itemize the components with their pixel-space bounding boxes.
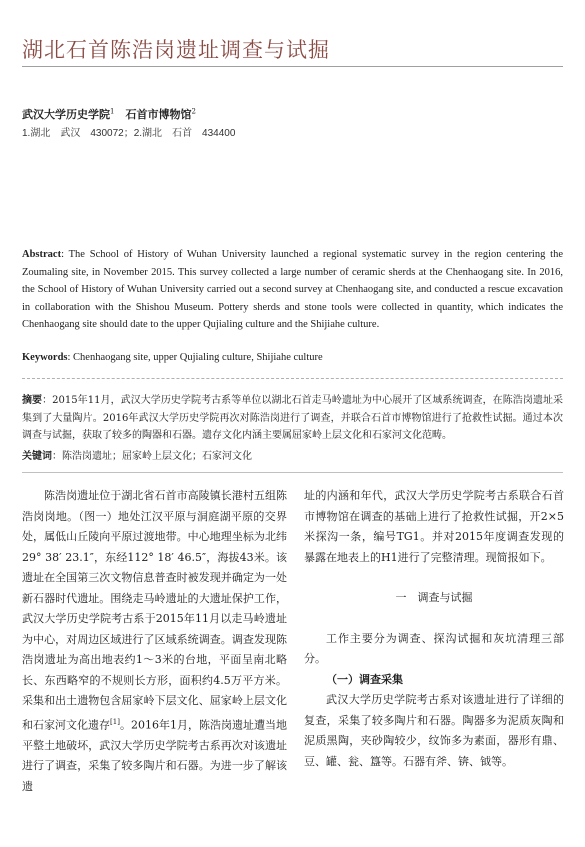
- author-2-sup: 2: [191, 107, 196, 116]
- affiliation: 1.湖北 武汉 430072；2.湖北 石首 434400: [22, 128, 236, 139]
- section-heading: 一 调查与试掘: [395, 591, 473, 604]
- cn-abstract-text: ：2015年11月，武汉大学历史学院考古系等单位以湖北石首走马岭遗址为中心展开了区域系统调查，在陈浩岗遗址采集到了大量陶片。2016年武汉大学历史学院再次对陈浩岗进行了调查，并联合石首市博物馆进行了抢救性试掘。通过本次调查与试掘，获取了较多的陶器和石器。遗存文化内涵主要属屈家岭上层文化和石家河文化范畴。: [22, 395, 564, 441]
- reference-marker[interactable]: [1]: [110, 717, 120, 726]
- authors-line: [22, 106, 196, 122]
- cn-keywords-label: 关键词: [22, 451, 52, 462]
- body-text: 陈浩岗遗址位于湖北省石首市高陵镇长港村五组陈浩岗岗地。（图一）地处江汉平原与洞庭湖平原的交界处，属低山丘陵向平原过渡地带。中心地理坐标为北纬29° 38′ 23.1″，东经112° 18′ 46.5″，海拔43米。该遗址在全国第三次文物信息普查时被发现并确定为一处新石器时代遗址。围绕走马岭遗址的大遗址保护工作，武汉大学历史学院考古系于2015年11月以走马岭遗址为中心，对周边区域进行了区域系统调查。调查发现陈浩岗遗址为高出地表约1～3米的台地，平面呈南北略长、东西略窄的不规则长方形，面积约4.5万平方米。采集和出土遗物包含屈家岭下层文化、屈家岭上层文化和石家河文化遗存: [22, 489, 287, 732]
- abstract-divider: [22, 378, 563, 379]
- body-left-column: [22, 486, 287, 797]
- body-divider: [22, 472, 563, 473]
- author-2: 石首市博物馆: [125, 108, 192, 121]
- body-paragraph: [22, 486, 287, 797]
- abstract-label: Abstract: [22, 249, 62, 260]
- subsection-heading: （一）调查采集: [326, 672, 403, 686]
- author-1-sup: 1: [110, 107, 115, 116]
- abstract-text: : The School of History of Wuhan University launched a regional systematic survey in the region centering the Zoumaling site, in November 2015. This survey collected a large number of ceramic sherds at the Chenhaogang site. In 2016, the School of History of Wuhan University carried out a second survey at Chenhaogang site, and conducted a rescue excavation in collaboration with the Shishou Museum. Pottery sherds and stone tools were collected in quantity, which indicates the Chenhaogang site should date to the upper Qujialing culture and the Shijiahe culture.: [22, 249, 563, 330]
- cn-keywords-text: ：陈浩岗遗址；屈家岭上层文化；石家河文化: [52, 451, 252, 462]
- chinese-abstract: [22, 392, 563, 445]
- english-keywords: [22, 352, 563, 363]
- article-title: 湖北石首陈浩岗遗址调查与试掘: [22, 38, 330, 62]
- title-divider: [22, 66, 563, 67]
- keywords-label: Keywords: [22, 352, 68, 363]
- english-abstract: [22, 246, 563, 334]
- body-text: 。2016年1月，陈浩岗遗址遭当地平整土地破坏，武汉大学历史学院考古系再次对该遗址进行了调查，采集了较多陶片和石器。为进一步了解该遗: [22, 718, 287, 793]
- body-paragraph: 工作主要分为调查、探沟试掘和灰坑清理三部分。: [304, 631, 564, 665]
- body-right-column: [304, 486, 564, 772]
- body-paragraph: 武汉大学历史学院考古系对该遗址进行了详细的复查，采集了较多陶片和石器。陶器多为泥质灰陶和泥质黑陶，夹砂陶较少，纹饰多为素面，器形有鼎、豆、罐、瓮、簋等。石器有斧、锛、钺等。: [304, 693, 564, 768]
- chinese-keywords: [22, 447, 563, 462]
- body-paragraph: 址的内涵和年代，武汉大学历史学院考古系联合石首市博物馆在调查的基础上进行了抢救性试掘，开2×5米探沟一条，编号TG1。并对2015年度调查发现的暴露在地表上的H1进行了完整清理。现简报如下。: [304, 489, 564, 564]
- keywords-text: : Chenhaogang site, upper Qujialing culture, Shijiahe culture: [67, 352, 323, 363]
- author-1: 武汉大学历史学院: [22, 108, 110, 121]
- cn-abstract-label: 摘要: [22, 395, 43, 406]
